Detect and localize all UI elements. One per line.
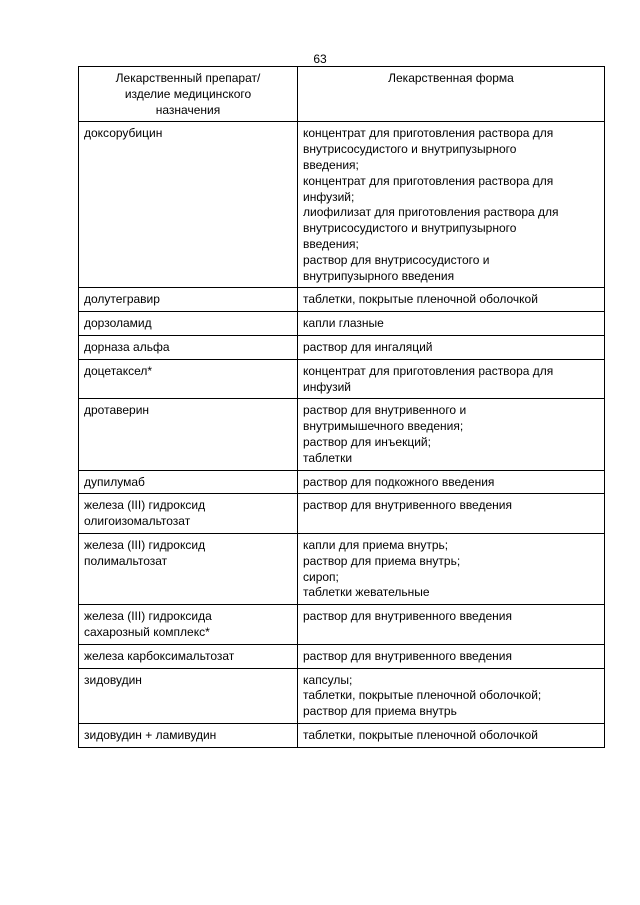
drug-table <box>78 66 605 748</box>
form-line: таблетки, покрытые пленочной оболочкой <box>303 292 538 307</box>
drug-line: полимальтозат <box>84 553 168 568</box>
drug-cell <box>79 494 298 534</box>
form-line: раствор для подкожного введения <box>303 474 495 489</box>
form-line: таблетки, покрытые пленочной оболочкой <box>303 727 538 742</box>
table-row <box>79 605 605 645</box>
drug-cell <box>79 312 298 336</box>
form-cell <box>298 399 605 470</box>
drug-cell <box>79 288 298 312</box>
form-line: концентрат для приготовления раствора для <box>303 173 554 188</box>
drug-line: дорзоламид <box>84 316 152 331</box>
drug-line: зидовудин + ламивудин <box>84 727 217 742</box>
table-row <box>79 470 605 494</box>
drug-cell <box>79 605 298 645</box>
drug-line: доксорубицин <box>84 126 163 141</box>
form-cell <box>298 533 605 604</box>
drug-cell <box>79 399 298 470</box>
form-line: инфузий <box>303 379 351 394</box>
table-row <box>79 122 605 288</box>
drug-cell <box>79 723 298 747</box>
drug-cell <box>79 470 298 494</box>
form-line: внутрисосудистого и внутрипузырного <box>303 221 517 236</box>
drug-line: железа (III) гидроксид <box>84 498 206 513</box>
form-line: раствор для внутривенного и <box>303 403 467 418</box>
drug-line: железа карбоксимальтозат <box>84 648 235 663</box>
drug-cell <box>79 335 298 359</box>
form-line: таблетки <box>303 450 353 465</box>
header-text-line: изделие медицинского <box>124 86 252 101</box>
form-line: таблетки, покрытые пленочной оболочкой; <box>303 688 542 703</box>
form-cell <box>298 723 605 747</box>
form-line: раствор для ингаляций <box>303 339 433 354</box>
form-line: раствор для внутривенного введения <box>303 648 512 663</box>
header-text-line: назначения <box>155 102 221 117</box>
table-row <box>79 312 605 336</box>
table-row <box>79 668 605 723</box>
drug-line: долутегравир <box>84 292 160 307</box>
form-line: капли для приема внутрь; <box>303 537 449 552</box>
table-header <box>79 67 605 122</box>
form-line: капли глазные <box>303 316 384 331</box>
header-text-line: Лекарственная форма <box>388 71 514 85</box>
table-row <box>79 359 605 399</box>
drug-line: доцетаксел* <box>84 363 153 378</box>
form-line: инфузий; <box>303 189 355 204</box>
form-line: раствор для внутривенного введения <box>303 609 512 624</box>
form-line: раствор для внутрисосудистого и <box>303 252 490 267</box>
drug-cell <box>79 122 298 288</box>
page-number: 63 <box>313 52 327 66</box>
drug-line: железа (III) гидроксида <box>84 609 212 624</box>
drug-cell <box>79 668 298 723</box>
table-row <box>79 288 605 312</box>
form-line: таблетки жевательные <box>303 585 430 600</box>
form-cell <box>298 312 605 336</box>
header-text-line: Лекарственный препарат/ <box>115 71 261 85</box>
form-line: раствор для приема внутрь; <box>303 553 461 568</box>
table-header-row <box>79 67 605 122</box>
header-drug <box>79 67 298 122</box>
form-cell <box>298 605 605 645</box>
form-cell <box>298 668 605 723</box>
drug-cell <box>79 533 298 604</box>
form-line: сироп; <box>303 569 339 584</box>
drug-line: дорназа альфа <box>84 339 170 354</box>
form-cell <box>298 122 605 288</box>
form-line: внутрисосудистого и внутрипузырного <box>303 142 517 157</box>
form-line: раствор для приема внутрь <box>303 704 457 719</box>
form-cell <box>298 494 605 534</box>
form-line: концентрат для приготовления раствора для <box>303 363 554 378</box>
drug-cell <box>79 359 298 399</box>
form-line: раствор для внутривенного введения <box>303 498 512 513</box>
drug-line: железа (III) гидроксид <box>84 537 206 552</box>
table-row <box>79 723 605 747</box>
form-line: внутримышечного введения; <box>303 419 464 434</box>
form-line: введения; <box>303 157 359 172</box>
drug-line: дупилумаб <box>84 474 145 489</box>
form-cell <box>298 470 605 494</box>
form-line: введения; <box>303 236 359 251</box>
drug-line: сахарозный комплекс* <box>84 624 210 639</box>
form-line: внутрипузырного введения <box>303 268 455 283</box>
table-row <box>79 494 605 534</box>
form-cell <box>298 359 605 399</box>
drug-cell <box>79 644 298 668</box>
form-cell <box>298 288 605 312</box>
drug-line: олигоизомальтозат <box>84 514 191 529</box>
table-row <box>79 399 605 470</box>
table-row <box>79 644 605 668</box>
drug-line: зидовудин <box>84 672 142 687</box>
table-row <box>79 533 605 604</box>
drug-line: дротаверин <box>84 403 150 418</box>
form-line: лиофилизат для приготовления раствора для <box>303 205 559 220</box>
header-form <box>298 67 605 122</box>
form-line: концентрат для приготовления раствора для <box>303 126 554 141</box>
form-cell <box>298 644 605 668</box>
table-row <box>79 335 605 359</box>
form-line: раствор для инъекций; <box>303 434 431 449</box>
form-line: капсулы; <box>303 672 353 687</box>
form-cell <box>298 335 605 359</box>
